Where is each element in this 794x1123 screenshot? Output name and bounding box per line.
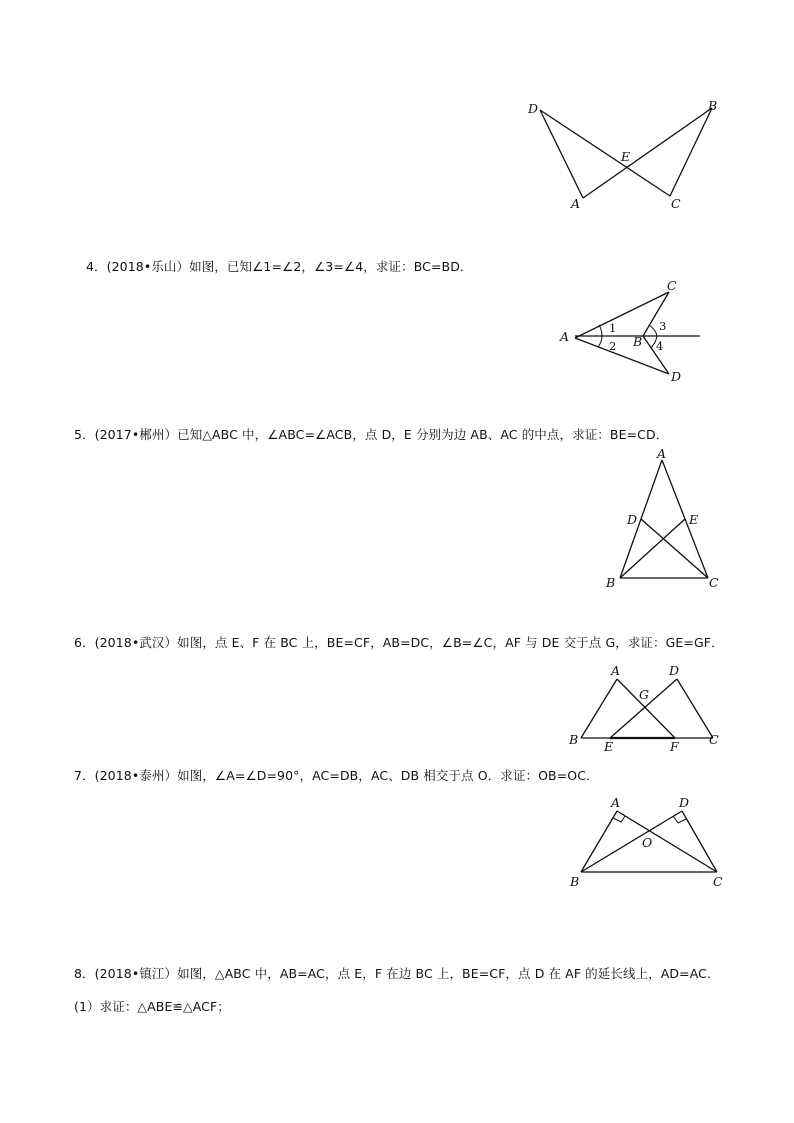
label-c: C bbox=[671, 196, 681, 211]
label-b: B bbox=[633, 334, 643, 349]
label-d: D bbox=[528, 101, 539, 116]
problem-8-text: 8．(2018•镇江）如图，△ABC 中，AB=AC，点 E，F 在边 BC 上，BE=CF，点 D 在 AF 的延长线上，AD=AC． bbox=[74, 966, 720, 981]
label-d: D bbox=[679, 795, 690, 810]
figure-problem-5 bbox=[600, 446, 730, 591]
segment-dc bbox=[677, 679, 713, 738]
right-angle-mark-a bbox=[613, 816, 625, 822]
figure-bowtie bbox=[520, 95, 730, 215]
label-a: A bbox=[571, 196, 581, 211]
angle-label-1: 1 bbox=[609, 321, 617, 335]
angle-arc-2 bbox=[598, 336, 602, 347]
label-d: D bbox=[669, 663, 680, 678]
label-f: F bbox=[670, 739, 679, 754]
problem-7-text: 7．(2018•泰州）如图，∠A=∠D=90°，AC=DB，AC、DB 相交于点 O．求证：OB=OC． bbox=[74, 768, 599, 783]
segment-ab bbox=[583, 108, 712, 198]
label-c: C bbox=[713, 874, 723, 889]
label-a: A bbox=[611, 795, 621, 810]
label-e: E bbox=[621, 149, 631, 164]
label-d: D bbox=[671, 369, 682, 384]
segment-bc bbox=[670, 108, 712, 196]
label-a: A bbox=[560, 329, 570, 344]
angle-label-4: 4 bbox=[656, 339, 664, 353]
angle-arc-1 bbox=[599, 325, 602, 336]
label-a: A bbox=[611, 663, 621, 678]
label-e: E bbox=[604, 739, 614, 754]
angle-arc-3 bbox=[649, 325, 657, 336]
label-b: B bbox=[569, 732, 579, 747]
label-d: D bbox=[627, 512, 638, 527]
angle-label-3: 3 bbox=[659, 319, 667, 333]
problem-6-text: 6．(2018•武汉）如图，点 E、F 在 BC 上，BE=CF，AB=DC，∠B=∠C，AF 与 DE 交于点 G，求证：GE=GF． bbox=[74, 635, 724, 650]
segment-da bbox=[540, 110, 583, 198]
problem-8-part-1: (1）求证：△ABE≌△ACF； bbox=[74, 999, 230, 1014]
label-c: C bbox=[667, 278, 677, 293]
figure-problem-6 bbox=[565, 660, 730, 755]
label-e: E bbox=[689, 512, 699, 527]
right-angle-mark-d bbox=[673, 816, 686, 823]
label-o: O bbox=[642, 835, 653, 850]
label-c: C bbox=[709, 732, 719, 747]
label-c: C bbox=[709, 575, 719, 590]
segment-ab bbox=[581, 811, 617, 872]
segment-ab bbox=[581, 679, 617, 738]
problem-5-text: 5．(2017•郴州）已知△ABC 中，∠ABC=∠ACB，点 D，E 分别为边 AB、AC 的中点，求证：BE=CD． bbox=[74, 427, 669, 442]
label-b: B bbox=[708, 98, 718, 113]
label-b: B bbox=[606, 575, 616, 590]
figure-problem-7 bbox=[565, 792, 730, 892]
angle-label-2: 2 bbox=[609, 339, 617, 353]
figure-problem-4 bbox=[555, 278, 715, 388]
label-a: A bbox=[657, 446, 667, 461]
label-b: B bbox=[570, 874, 580, 889]
label-g: G bbox=[639, 687, 649, 702]
segment-ad bbox=[575, 338, 669, 374]
segment-dc bbox=[682, 811, 717, 872]
problem-4-text: 4．(2018•乐山）如图，已知∠1=∠2，∠3=∠4，求证：BC=BD． bbox=[86, 259, 473, 274]
